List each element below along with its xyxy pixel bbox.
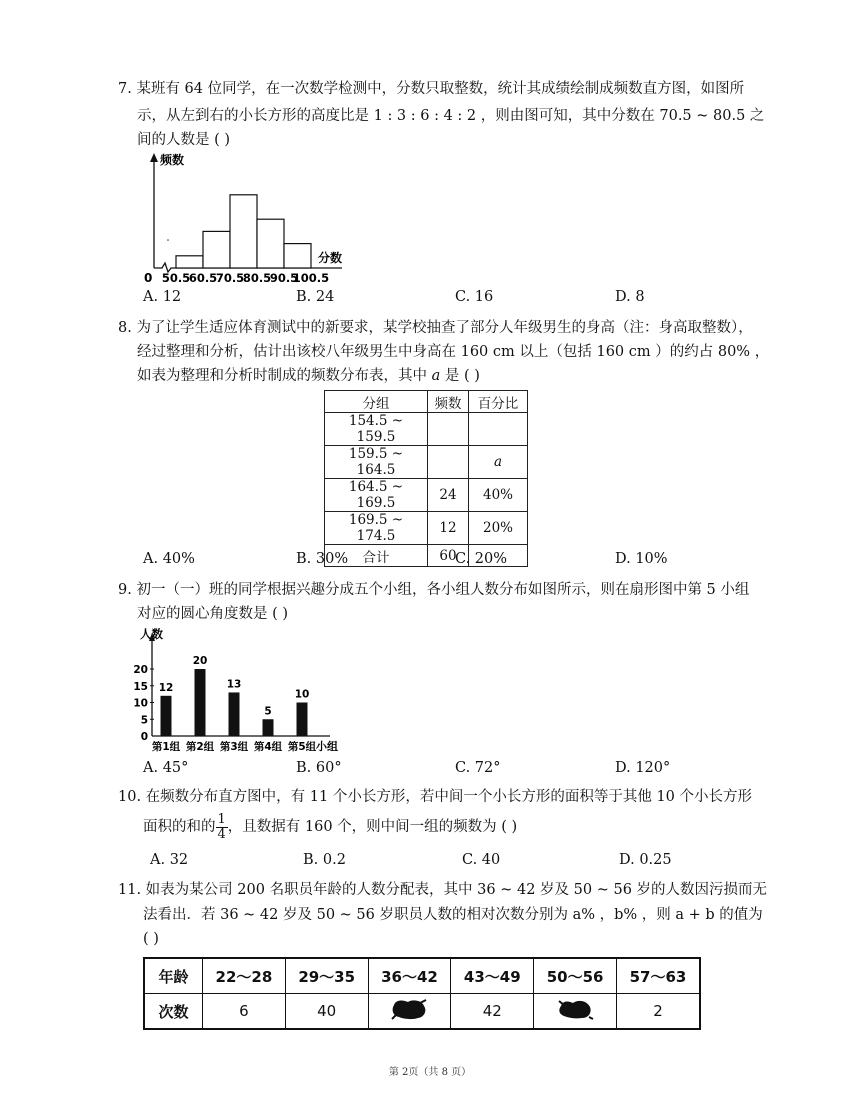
origin-label: 0 <box>144 271 153 285</box>
y-tick-label: 0 <box>140 731 148 743</box>
y-axis-label: 人数 <box>140 627 163 641</box>
histogram-bar <box>203 231 230 268</box>
x-tick-label: 60.5 <box>188 271 218 285</box>
x-tick-label: 第1组 <box>151 741 181 753</box>
table-cell: 154.5 ~ 159.5 <box>325 413 428 446</box>
y-tick-label: 10 <box>133 697 148 710</box>
q8-line3: 如表为整理和分析时制成的频数分布表，其中 a 是 ( ) <box>137 368 480 384</box>
q9-line2: 对应的圆心角度数是 ( ) <box>137 606 289 622</box>
q9-bar-chart <box>130 626 350 756</box>
count-row-label: 次数 <box>144 994 203 1030</box>
x-tick-label: 第2组 <box>185 741 215 753</box>
q7-line3: 间的人数是 ( ) <box>137 132 231 148</box>
table-row <box>144 994 700 1030</box>
table-cell: 43～49 <box>451 958 534 994</box>
y-tick-label: 5 <box>140 714 148 727</box>
q10-line1: 10. 在频数分布直方图中，有 11 个小长方形，若中间一个小长方形的面积等于其他 10 个小长方形 <box>118 789 753 805</box>
data-bar <box>161 696 172 736</box>
data-label: 5 <box>264 705 272 718</box>
page-footer: 第 2页（共 8 页） <box>388 1067 472 1078</box>
ink-smudge-icon <box>556 997 594 1021</box>
table-header-cell: 百分比 <box>469 391 528 413</box>
x-tick-label: 第3组 <box>219 741 249 753</box>
y-tick-label: 20 <box>133 664 148 676</box>
data-label: 10 <box>294 688 310 701</box>
table-cell: 40% <box>469 479 528 512</box>
x-tick-label: 100.5 <box>292 271 330 285</box>
q10-option-c[interactable]: C. 40 <box>462 852 501 868</box>
q8-option-b[interactable]: B. 30% <box>296 551 349 567</box>
table-cell: 36～42 <box>368 958 451 994</box>
table-cell: 169.5 ~ 174.5 <box>325 512 428 545</box>
q11-age-table <box>143 957 701 1030</box>
histogram-bar <box>230 195 257 268</box>
q7-line1: 7. 某班有 64 位同学，在一次数学检测中，分数只取整数，统计其成绩绘制成频数直方图，如图所 <box>118 81 745 97</box>
table-cell: 164.5 ~ 169.5 <box>325 479 428 512</box>
table-cell: 12 <box>428 512 469 545</box>
histogram-bar <box>176 256 203 268</box>
q10-line2: 面积的和的 $\frac{1}{4}$ ，且数据有 160 个，则中间一组的频数为 ( ) <box>143 811 518 842</box>
q10-fraction: $\frac{1}{4}$ <box>217 811 226 842</box>
table-cell: 29～35 <box>285 958 368 994</box>
data-bar <box>297 703 308 737</box>
q9-option-a[interactable]: A. 45° <box>143 760 189 776</box>
x-tick-label: 70.5 <box>215 271 245 285</box>
histogram-bar <box>257 219 284 268</box>
table-header-cell: 分组 <box>325 391 428 413</box>
q10-option-d[interactable]: D. 0.25 <box>619 852 672 868</box>
q7-option-b[interactable]: B. 24 <box>296 289 335 305</box>
smudged-cell <box>368 994 451 1030</box>
table-cell <box>469 413 528 446</box>
q11-line1: 11. 如表为某公司 200 名职员年龄的人数分配表，其中 36 ~ 42 岁及 50 ~ 56 岁的人数因污损而无 <box>118 882 768 898</box>
ink-smudge-icon <box>390 997 428 1021</box>
q10-option-b[interactable]: B. 0.2 <box>303 852 346 868</box>
table-row <box>325 446 528 479</box>
q8-variable-a: a <box>431 368 441 384</box>
table-cell: 159.5 ~ 164.5 <box>325 446 428 479</box>
q8-frequency-table <box>324 390 528 567</box>
q7-histogram <box>132 150 352 285</box>
smudged-cell <box>534 994 617 1030</box>
q11-line3: ( ) <box>143 931 159 947</box>
y-axis-label: 频数 <box>160 153 185 167</box>
stray-dot <box>167 239 169 241</box>
data-bar <box>263 719 274 736</box>
table-row <box>325 512 528 545</box>
q8-option-d[interactable]: D. 10% <box>615 551 668 567</box>
table-header-cell: 频数 <box>428 391 469 413</box>
table-cell <box>428 413 469 446</box>
table-cell: 57～63 <box>616 958 700 994</box>
q9-option-d[interactable]: D. 120° <box>615 760 671 776</box>
q10-option-a[interactable]: A. 32 <box>150 852 189 868</box>
table-cell: 20% <box>469 512 528 545</box>
table-cell: 50～56 <box>534 958 617 994</box>
data-bar <box>229 692 240 736</box>
y-axis-arrow <box>150 153 158 162</box>
x-tick-label: 50.5 <box>161 271 191 285</box>
table-cell: 2 <box>616 994 700 1030</box>
q11-line2: 法看出．若 36 ~ 42 岁及 50 ~ 56 岁职员人数的相对次数分别为 a% ，b% ，则 a + b 的值为 <box>143 907 763 923</box>
table-row <box>325 479 528 512</box>
q8-option-a[interactable]: A. 40% <box>143 551 195 567</box>
q9-option-b[interactable]: B. 60° <box>296 760 342 776</box>
x-tick-label: 90.5 <box>269 271 299 285</box>
q7-option-c[interactable]: C. 16 <box>455 289 494 305</box>
q7-line2: 示，从左到右的小长方形的高度比是 1 : 3 : 6 : 4 : 2 ，则由图可知，其中分数在 70.5 ~ 80.5 之 <box>137 108 765 124</box>
table-header-row <box>325 391 528 413</box>
y-tick-label: 15 <box>133 680 148 693</box>
table-cell: 合计 <box>325 545 428 567</box>
table-cell: a <box>469 446 528 479</box>
table-cell: 42 <box>451 994 534 1030</box>
table-row <box>325 413 528 446</box>
q7-option-d[interactable]: D. 8 <box>615 289 645 305</box>
table-cell: 6 <box>203 994 286 1030</box>
data-label: 20 <box>192 655 208 667</box>
q8-option-c[interactable]: C. 20% <box>455 551 508 567</box>
data-label: 12 <box>158 681 174 694</box>
q9-line1: 9. 初一（一）班的同学根据兴趣分成五个小组，各小组人数分布如图所示，则在扇形图中第 5 小组 <box>118 582 750 598</box>
table-cell: 22～28 <box>203 958 286 994</box>
table-cell: 60 <box>428 545 469 567</box>
data-label: 13 <box>226 678 242 691</box>
q8-line2: 经过整理和分析，估计出该校八年级男生中身高在 160 cm 以上（包括 160 cm ）的约占 80% ， <box>137 344 770 360</box>
q7-option-a[interactable]: A. 12 <box>143 289 182 305</box>
age-header-label: 年龄 <box>144 958 203 994</box>
table-cell: 24 <box>428 479 469 512</box>
x-axis-label: 小组 <box>316 740 338 753</box>
q9-option-c[interactable]: C. 72° <box>455 760 501 776</box>
x-axis-label: 分数 <box>318 251 343 265</box>
data-bar <box>195 669 206 736</box>
table-cell: 40 <box>285 994 368 1030</box>
histogram-bar <box>284 244 311 268</box>
x-tick-label: 第4组 <box>253 741 283 753</box>
x-tick-label: 第5组 <box>287 741 317 753</box>
q8-line1: 8. 为了让学生适应体育测试中的新要求，某学校抽查了部分人年级男生的身高（注：身高取整数）， <box>118 320 753 336</box>
x-tick-label: 80.5 <box>242 271 272 285</box>
table-row <box>144 958 700 994</box>
table-cell <box>428 446 469 479</box>
